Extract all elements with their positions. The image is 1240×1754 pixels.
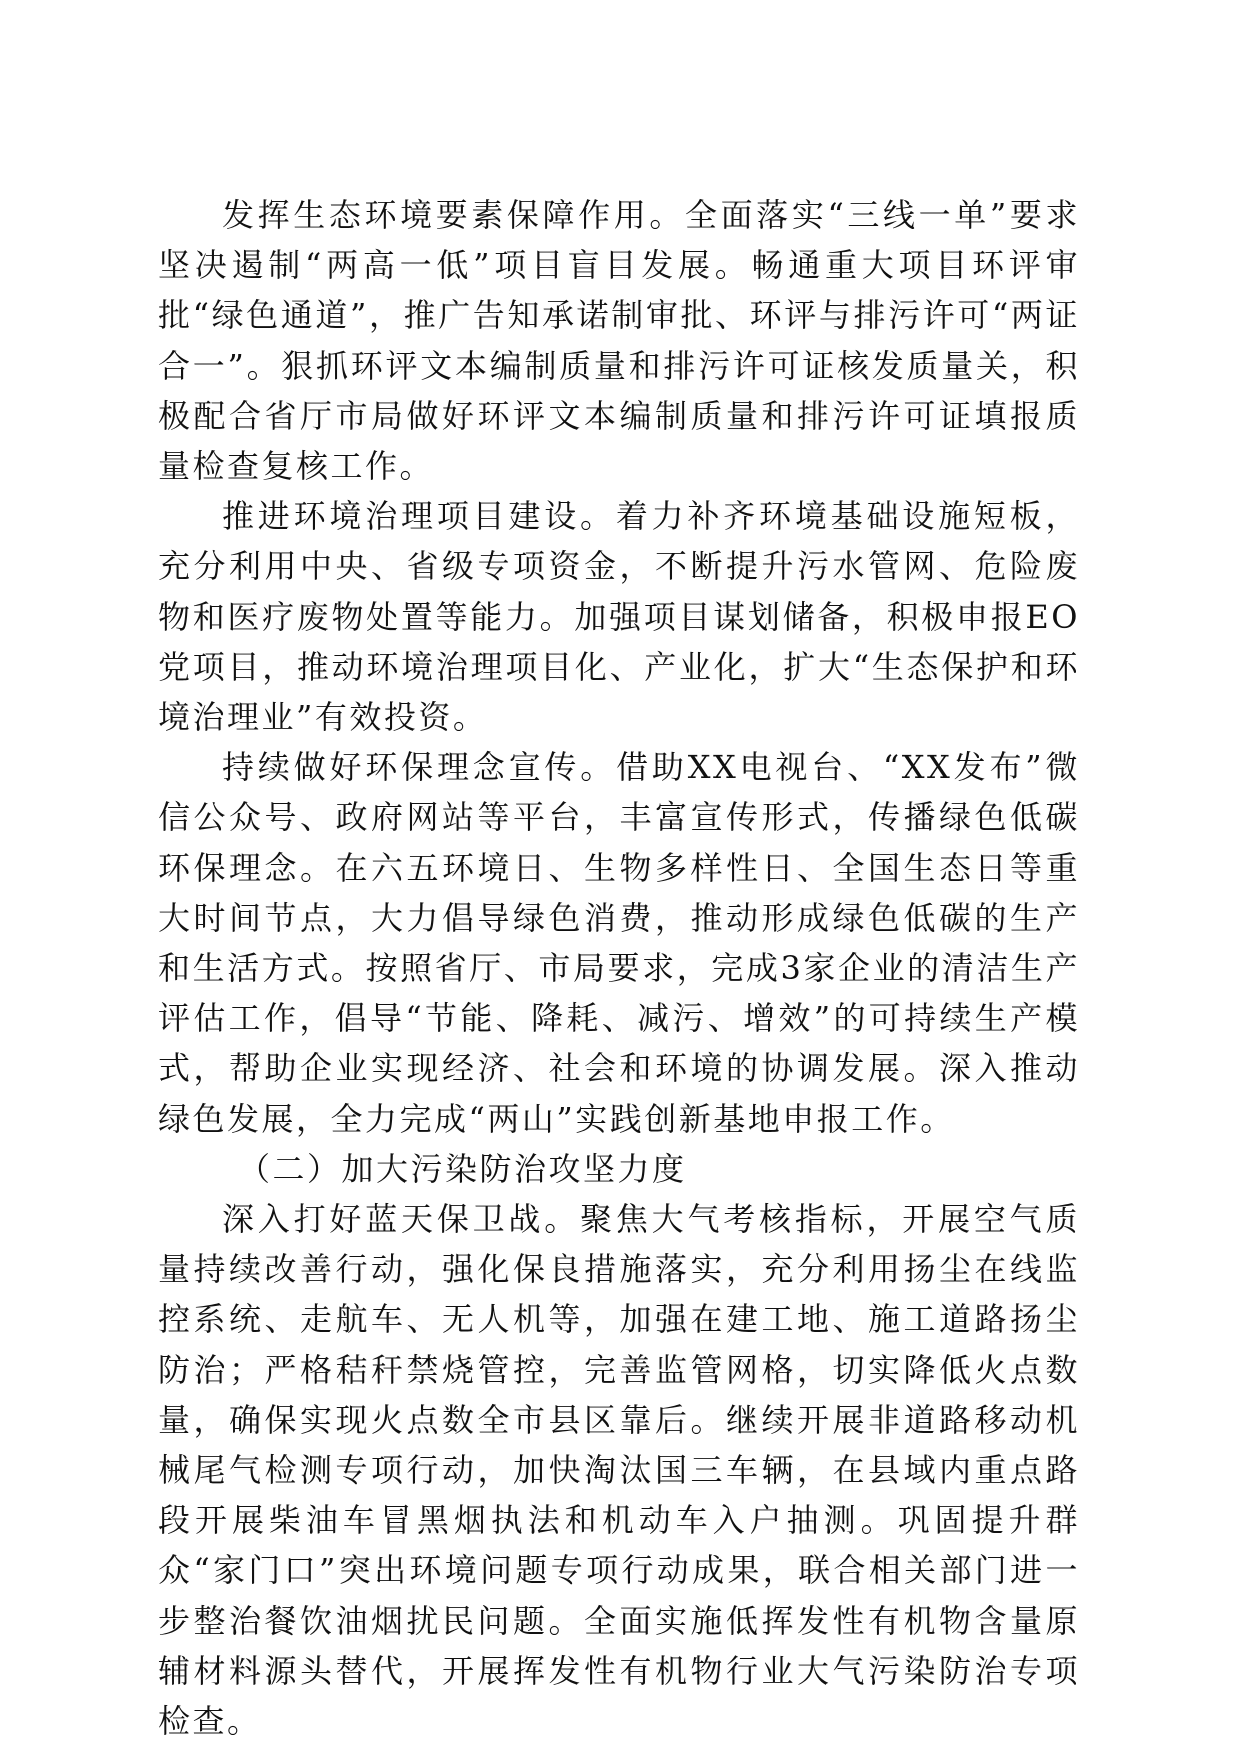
paragraph-blue-sky: 深入打好蓝天保卫战。聚焦大气考核指标，开展空气质量持续改善行动，强化保良措施落实，充分利用扬尘在线监控系统、走航车、无人机等，加强在建工地、施工道路扬尘防治；严格秸秆禁烧管控，完善监管网格，切实降低火点数量，确保实现火点数全市县区靠后。继续开展非道路移动机械尾气检测专项行动，加快淘汰国三车辆，在县域内重点路段开展柴油车冒黑烟执法和机动车入户抽测。巩固提升群众“家门口”突出环境问题专项行动成果，联合相关部门进一步整治餐饮油烟扰民问题。全面实施低挥发性有机物含量原辅材料源头替代，开展挥发性有机物行业大气污染防治专项检查。 <box>158 1200 1080 1741</box>
paragraph-ecological-guarantee: 发挥生态环境要素保障作用。全面落实“三线一单”要求坚决遏制“两高一低”项目盲目发展。畅通重大项目环评审批“绿色通道”，推广告知承诺制审批、环评与排污许可“两证合一”。狠抓环评文本编制质量和排污许可证核发质量关，积极配合省厅市局做好环评文本编制质量和排污许可证填报质量检查复核工作。 <box>158 196 1080 486</box>
section-heading-text: （二）加大污染防治攻坚力度 <box>238 1149 687 1188</box>
paragraph-publicity: 持续做好环保理念宣传。借助XX电视台、“XX发布”微信公众号、政府网站等平台，丰富宣传形式，传播绿色低碳环保理念。在六五环境日、生物多样性日、全国生态日等重大时间节点，大力倡导绿色消费，推动形成绿色低碳的生产和生活方式。按照省厅、市局要求，完成3家企业的清洁生产评估工作，倡导“节能、降耗、减污、增效”的可持续生产模式，帮助企业实现经济、社会和环境的协调发展。深入推动绿色发展，全力完成“两山”实践创新基地申报工作。 <box>158 748 1080 1138</box>
section-heading <box>158 1144 1080 1194</box>
document-page <box>158 190 1080 1746</box>
paragraph-governance-projects: 推进环境治理项目建设。着力补齐环境基础设施短板，充分利用中央、省级专项资金，不断提升污水管网、危险废物和医疗废物处置等能力。加强项目谋划储备，积极申报EO党项目，推动环境治理项目化、产业化，扩大“生态保护和环境治理业”有效投资。 <box>158 497 1080 737</box>
